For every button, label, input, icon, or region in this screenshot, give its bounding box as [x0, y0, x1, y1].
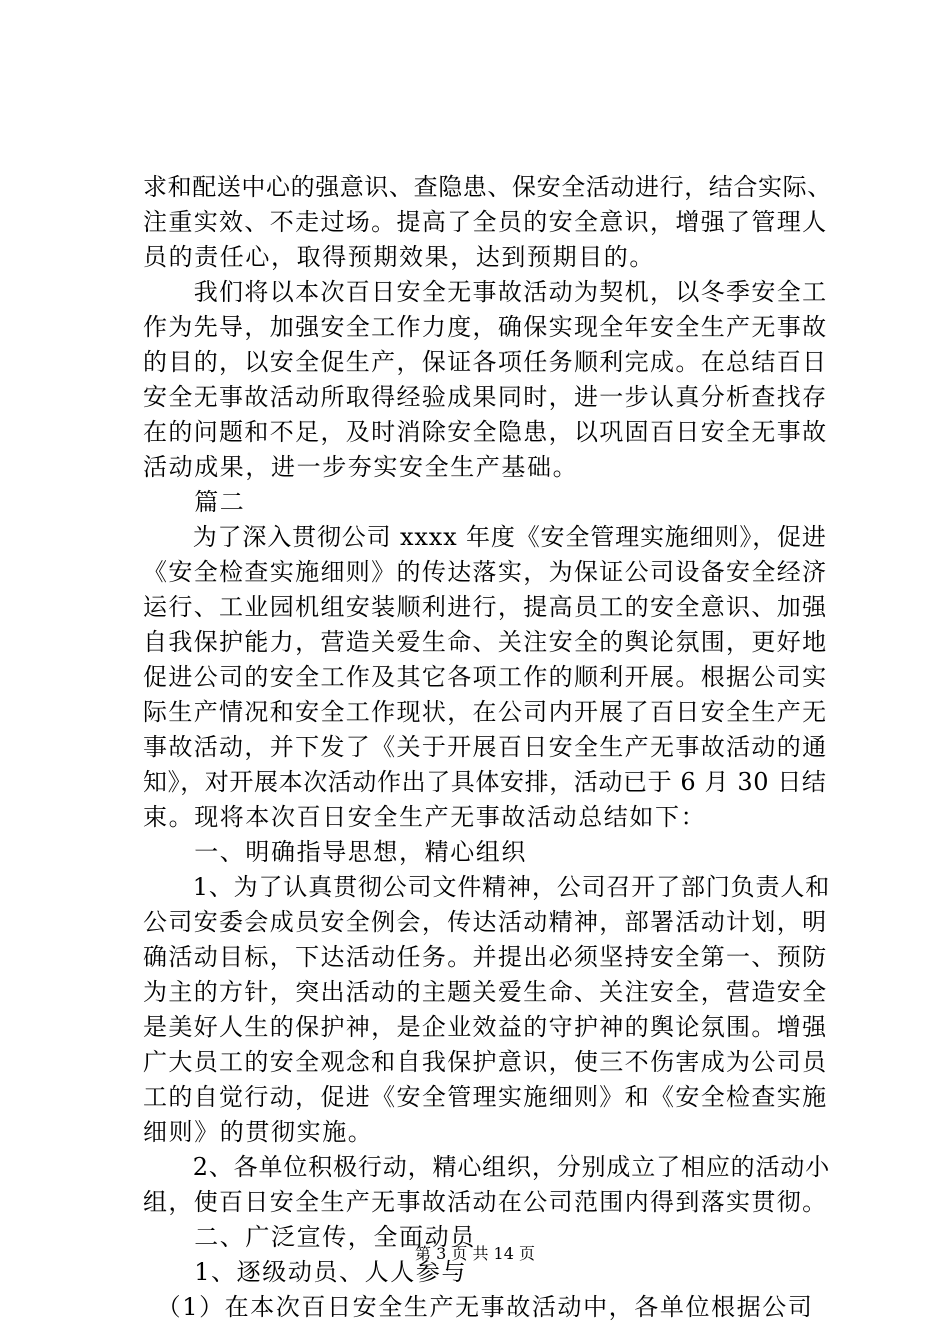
text-line: 束。现将本次百日安全生产无事故活动总结如下： — [143, 803, 707, 831]
text-line: 2、各单位积极行动，精心组织，分别成立了相应的活动小 — [143, 1153, 831, 1181]
text-line: 为了深入贯彻公司 xxxx 年度《安全管理实施细则》，促进 — [143, 523, 827, 551]
text-line: 为主的方针，突出活动的主题关爱生命、关注安全，营造安全 — [143, 978, 828, 1006]
text-line: 求和配送中心的强意识、查隐患、保安全活动进行，结合实际、 — [143, 173, 832, 201]
section-heading: 篇二 — [143, 488, 246, 516]
text-line: 运行、工业园机组安装顺利进行，提高员工的安全意识、加强 — [143, 593, 828, 621]
text-line: 际生产情况和安全工作现状，在公司内开展了百日安全生产无 — [143, 698, 828, 726]
text-line: 确活动目标，下达活动任务。并提出必须坚持安全第一、预防 — [143, 943, 828, 971]
text-line: 活动成果，进一步夯实安全生产基础。 — [143, 453, 579, 481]
text-line: 组，使百日安全生产无事故活动在公司范围内得到落实贯彻。 — [143, 1188, 828, 1216]
text-line: （1）在本次百日安全生产无事故活动中，各单位根据公司 — [143, 1293, 814, 1321]
text-line: 事故活动，并下发了《关于开展百日安全生产无事故活动的通 — [143, 733, 828, 761]
document-body — [143, 170, 833, 1325]
text-line: 安全无事故活动所取得经验成果同时，进一步认真分析查找存 — [143, 383, 828, 411]
text-line: 的目的，以安全促生产，保证各项任务顺利完成。在总结百日 — [143, 348, 828, 376]
text-line: 作为先导，加强安全工作力度，确保实现全年安全生产无事故 — [143, 313, 828, 341]
section-heading: 一、明确指导思想，精心组织 — [143, 838, 527, 866]
text-line: 自我保护能力，营造关爱生命、关注安全的舆论氛围，更好地 — [143, 628, 828, 656]
text-line: 促进公司的安全工作及其它各项工作的顺利开展。根据公司实 — [143, 663, 828, 691]
text-line: 公司安委会成员安全例会，传达活动精神，部署活动计划，明 — [143, 908, 828, 936]
section-heading: 二、广泛宣传，全面动员 — [143, 1223, 476, 1251]
text-line: 1、为了认真贯彻公司文件精神，公司召开了部门负责人和 — [143, 873, 831, 901]
text-line: 广大员工的安全观念和自我保护意识，使三不伤害成为公司员 — [143, 1048, 828, 1076]
text-line: 注重实效、不走过场。提高了全员的安全意识，增强了管理人 — [143, 208, 828, 236]
text-line: 知》，对开展本次活动作出了具体安排，活动已于 6 月 30 日结 — [143, 768, 827, 796]
text-line: 我们将以本次百日安全无事故活动为契机，以冬季安全工 — [143, 278, 828, 306]
text-line: 细则》的贯彻实施。 — [143, 1118, 374, 1146]
text-line: 在的问题和不足，及时消除安全隐患，以巩固百日安全无事故 — [143, 418, 828, 446]
text-line: 工的自觉行动，促进《安全管理实施细则》和《安全检查实施 — [143, 1083, 828, 1111]
page-number-footer: 第 3 页 共 14 页 — [415, 1244, 535, 1263]
text-line: 是美好人生的保护神，是企业效益的守护神的舆论氛围。增强 — [143, 1013, 828, 1041]
text-line: 员的责任心，取得预期效果，达到预期目的。 — [143, 243, 655, 271]
text-line: 《安全检查实施细则》的传达落实，为保证公司设备安全经济 — [143, 558, 828, 586]
subsection-heading: 1、逐级动员、人人参与 — [143, 1258, 468, 1286]
